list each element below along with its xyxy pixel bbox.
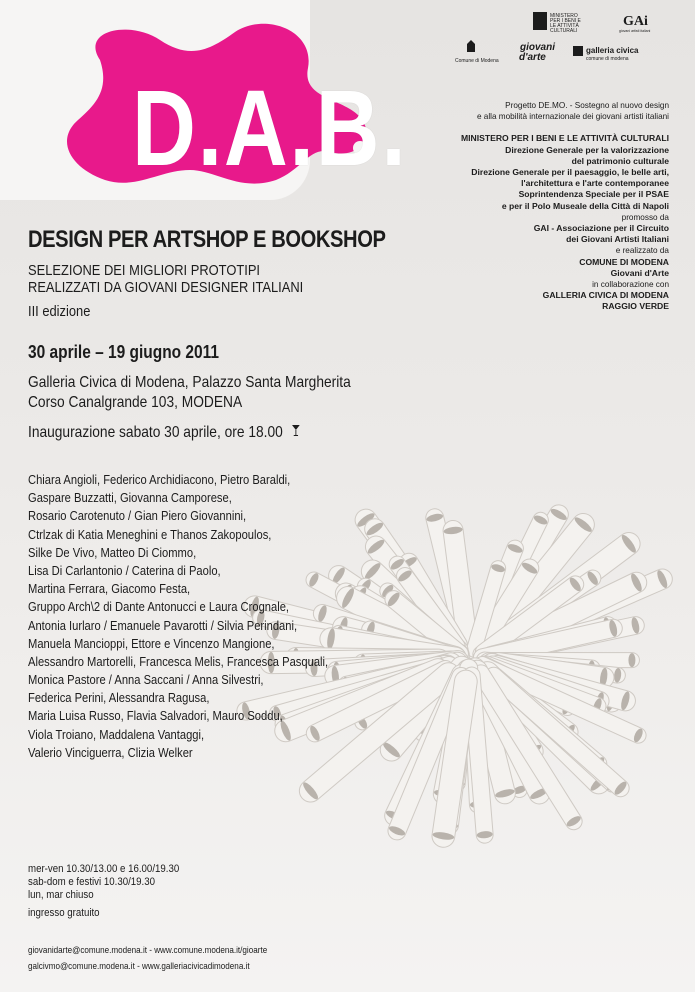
artist-line: Martina Ferrara, Giacomo Festa, <box>28 581 191 597</box>
artist-line: Manuela Mancioppi, Ettore e Vincenzo Mangione, <box>28 635 275 651</box>
opening-hours <box>28 863 179 902</box>
ministero-line-1: MINISTERO <box>550 13 578 19</box>
credit-line: Soprintendenza Speciale per il PSAE <box>518 189 669 200</box>
artist-line: Alessandro Martorelli, Francesca Melis, Francesca Pasquali, <box>28 653 329 669</box>
artist-line: Antonia Iurlaro / Emanuele Pavarotti / Silvia Perindani, <box>28 617 298 633</box>
venue-line-2: Corso Canalgrande 103, MODENA <box>28 394 243 411</box>
exhibition-title: DESIGN PER ARTSHOP E BOOKSHOP <box>28 226 386 253</box>
cocktail-glass-icon <box>292 424 300 442</box>
credit-line: Progetto DE.MO. - Sostegno al nuovo design <box>505 101 669 110</box>
artist-line: Viola Troiano, Maddalena Vantaggi, <box>28 726 205 742</box>
opening-info <box>28 424 299 442</box>
artist-line: Ctrlzak di Katia Meneghini e Thanos Zakopoulos, <box>28 526 272 542</box>
edition-label: III edizione <box>28 303 91 320</box>
credit-line: COMUNE DI MODENA <box>579 256 669 267</box>
credit-line: in collaborazione con <box>592 280 669 290</box>
galleria-civica-sub: comune di modena <box>586 56 629 62</box>
gai-subtitle: giovani artisti italiani <box>619 29 651 33</box>
opening-text: Inaugurazione sabato 30 aprile, ore 18.00 <box>28 424 283 441</box>
venue-address <box>28 373 351 413</box>
artist-line: Lisa Di Carlantonio / Caterina di Paolo, <box>28 562 221 578</box>
ministero-line-2: PER I BENI E <box>550 18 581 24</box>
credit-line: e realizzato da <box>615 246 669 256</box>
credit-line: del patrimonio culturale <box>571 155 669 166</box>
artist-line: Federica Perini, Alessandra Ragusa, <box>28 690 210 706</box>
credit-line: GALLERIA CIVICA DI MODENA <box>542 290 669 301</box>
artist-line: Gaspare Buzzatti, Giovanna Camporese, <box>28 490 232 506</box>
hours-line-3: lun, mar chiuso <box>28 889 94 901</box>
credit-line: GAI - Associazione per il Circuito <box>533 223 669 234</box>
credit-line: MINISTERO PER I BENI E LE ATTIVITÀ CULTURALI <box>461 133 669 144</box>
galleria-civica-logo: galleria civica <box>586 46 639 55</box>
artist-line: Rosario Carotenuto / Gian Piero Giovannini, <box>28 508 247 524</box>
exhibition-subtitle <box>28 262 303 296</box>
credit-line: Direzione Generale per il paesaggio, le belle arti, <box>471 167 669 178</box>
artists-list <box>28 471 328 762</box>
credit-line: promosso da <box>621 212 669 222</box>
gai-logo-icon: GAi <box>623 14 648 29</box>
credit-line: Direzione Generale per la valorizzazione <box>505 144 669 155</box>
artist-line: Maria Luisa Russo, Flavia Salvadori, Mauro Soddu, <box>28 708 283 724</box>
venue-line-1: Galleria Civica di Modena, Palazzo Santa Margherita <box>28 374 351 391</box>
artist-line: Monica Pastore / Anna Saccani / Anna Silvestri, <box>28 672 264 688</box>
giovani-darte-logo-line1: giovani <box>520 42 556 53</box>
contact-line-2: galcivmo@comune.modena.it - www.galleriacivicadimodena.it <box>28 961 250 971</box>
exhibition-dates: 30 aprile – 19 giugno 2011 <box>28 342 220 362</box>
contact-info <box>28 942 267 974</box>
artist-line: Gruppo Arch\2 di Dante Antonucci e Laura Crognale, <box>28 599 290 615</box>
admission-label: ingresso gratuito <box>28 907 100 919</box>
credit-line: RAGGIO VERDE <box>602 301 669 312</box>
credit-line: l'architettura e l'arte contemporanee <box>521 178 669 189</box>
artist-line: Silke De Vivo, Matteo Di Ciommo, <box>28 544 197 560</box>
logo-wordmark: D.A.B. <box>132 67 408 188</box>
subtitle-line-1: SELEZIONE DEI MIGLIORI PROTOTIPI <box>28 262 261 279</box>
ministero-line-4: CULTURALI <box>550 28 578 34</box>
ministero-line-3: LE ATTIVITÀ <box>550 23 579 29</box>
artist-line: Valerio Vinciguerra, Clizia Welker <box>28 744 193 760</box>
hours-line-1: mer-ven 10.30/13.00 e 16.00/19.30 <box>28 863 180 875</box>
credit-line: e per il Polo Museale della Città di Napoli <box>501 200 669 211</box>
tube-opening <box>628 653 635 667</box>
credit-line: e alla mobilità internazionale dei giovani artisti italiani <box>476 112 669 122</box>
credit-line: dei Giovani Artisti Italiani <box>566 234 669 245</box>
hours-line-2: sab-dom e festivi 10.30/19.30 <box>28 876 155 888</box>
subtitle-line-2: REALIZZATI DA GIOVANI DESIGNER ITALIANI <box>28 279 304 296</box>
giovani-darte-logo-line2: d'arte <box>519 52 546 63</box>
comune-label: Comune di Modena <box>455 58 499 64</box>
artist-line: Chiara Angioli, Federico Archidiacono, Pietro Baraldi, <box>28 472 291 487</box>
credit-line: Giovani d'Arte <box>610 267 669 278</box>
contact-line-1: giovanidarte@comune.modena.it - www.comune.modena.it/gioarte <box>28 945 268 955</box>
